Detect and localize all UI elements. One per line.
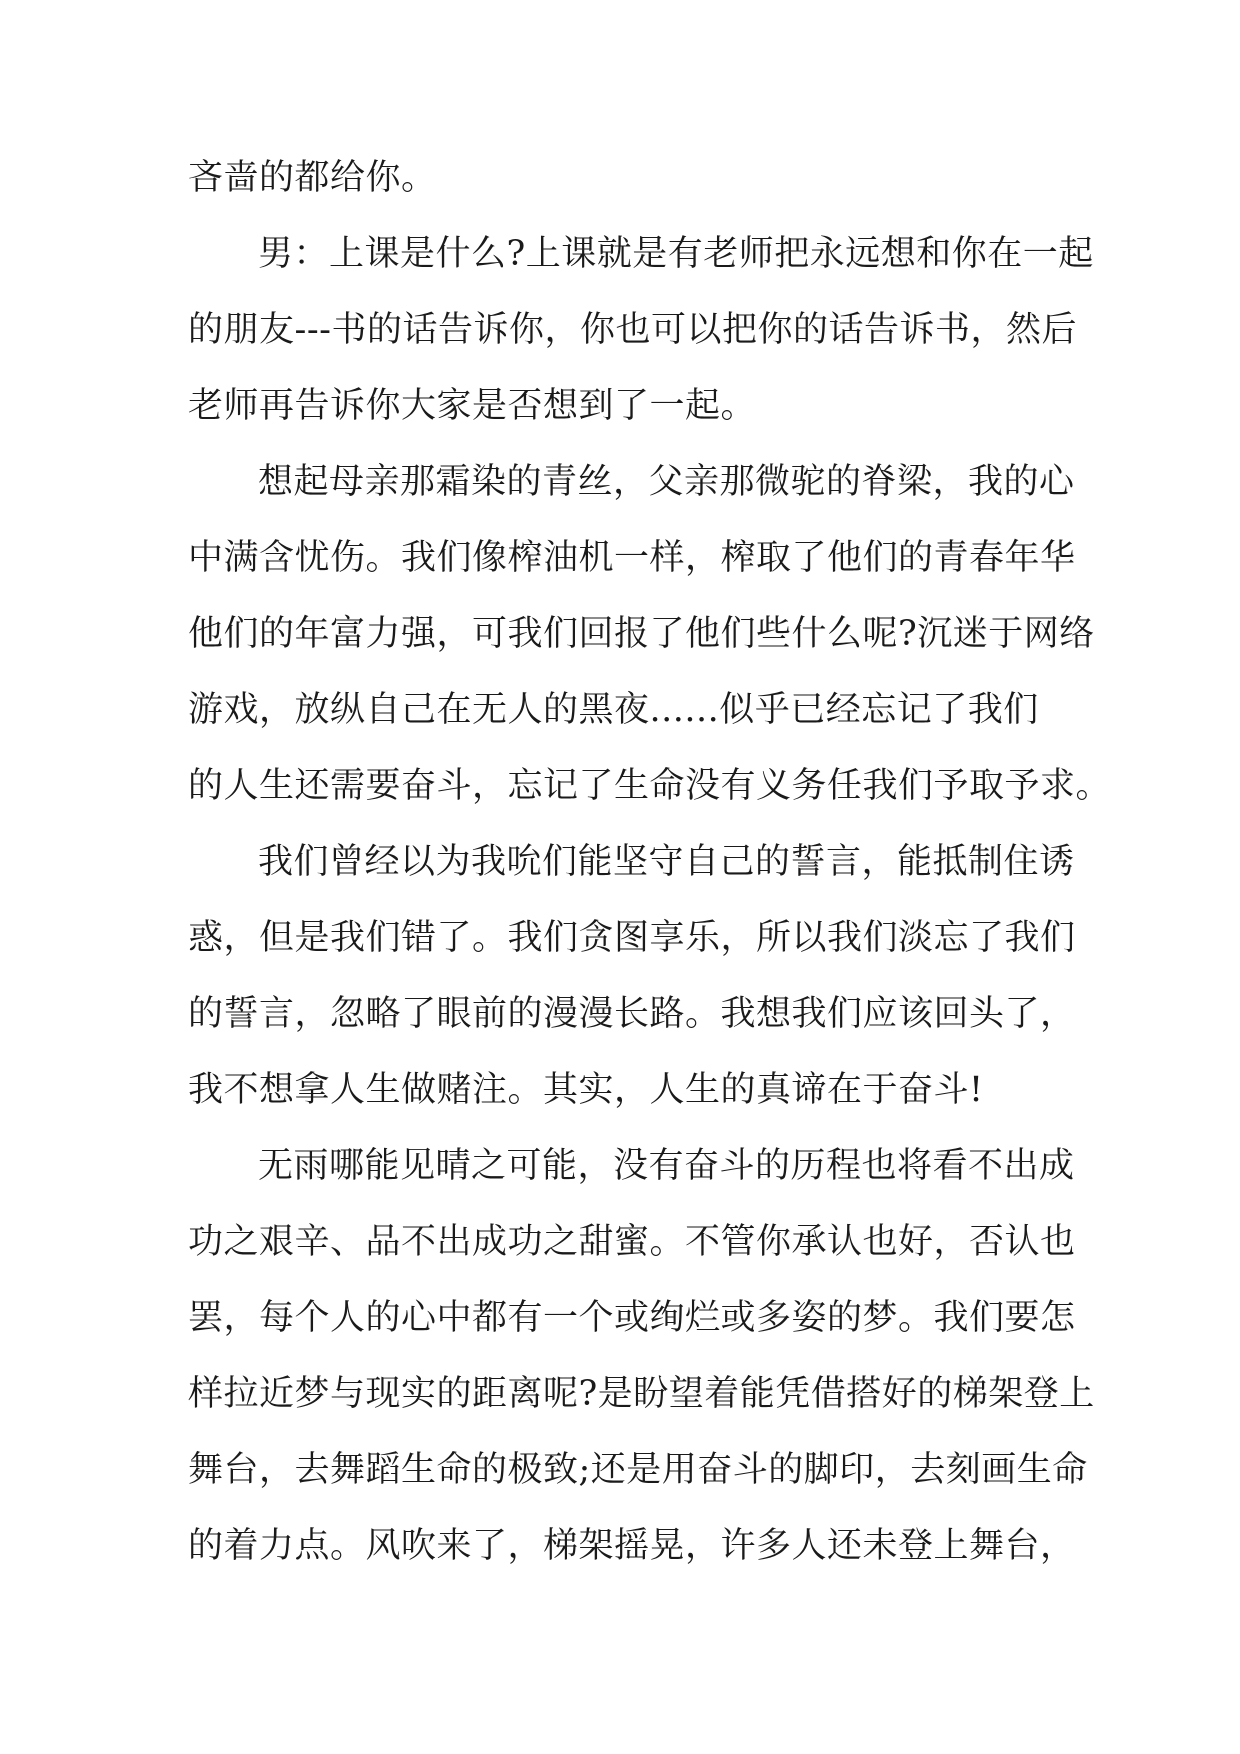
paragraph-first-line: 我们曾经以为我吮们能坚守自己的誓言，能抵制住诱 — [258, 842, 1075, 882]
text-line: 的朋友---书的话告诉你，你也可以把你的话告诉书，然后 — [188, 310, 1077, 350]
paragraph-first-line: 男：上课是什么?上课就是有老师把永远想和你在一起 — [258, 234, 1094, 274]
text-line: 的着力点。风吹来了，梯架摇晃，许多人还未登上舞台， — [188, 1526, 1076, 1566]
text-line: 的人生还需要奋斗，忘记了生命没有义务任我们予取予求。 — [188, 766, 1112, 806]
text-line: 罢，每个人的心中都有一个或绚烂或多姿的梦。我们要怎 — [188, 1298, 1076, 1338]
paragraph-first-line: 想起母亲那霜染的青丝，父亲那微驼的脊梁，我的心 — [258, 462, 1075, 502]
text-line: 样拉近梦与现实的距离呢?是盼望着能凭借搭好的梯架登上 — [188, 1374, 1095, 1414]
text-line: 老师再告诉你大家是否想到了一起。 — [188, 386, 757, 426]
text-line: 的誓言，忽略了眼前的漫漫长路。我想我们应该回头了， — [188, 994, 1076, 1034]
text-line: 舞台，去舞蹈生命的极致;还是用奋斗的脚印，去刻画生命 — [188, 1450, 1088, 1490]
text-line: 他们的年富力强，可我们回报了他们些什么呢?沉迷于网络 — [188, 614, 1095, 654]
text-line: 中满含忧伤。我们像榨油机一样，榨取了他们的青春年华 — [188, 538, 1076, 578]
text-line: 游戏，放纵自己在无人的黑夜......似乎已经忘记了我们 — [188, 690, 1039, 730]
text-line: 功之艰辛、品不出成功之甜蜜。不管你承认也好，否认也 — [188, 1222, 1076, 1262]
text-line: 我不想拿人生做赌注。其实，人生的真谛在于奋斗! — [188, 1070, 984, 1110]
text-line: 吝啬的都给你。 — [188, 158, 437, 198]
paragraph-first-line: 无雨哪能见晴之可能，没有奋斗的历程也将看不出成 — [258, 1146, 1075, 1186]
text-line: 惑，但是我们错了。我们贪图享乐，所以我们淡忘了我们 — [188, 918, 1076, 958]
